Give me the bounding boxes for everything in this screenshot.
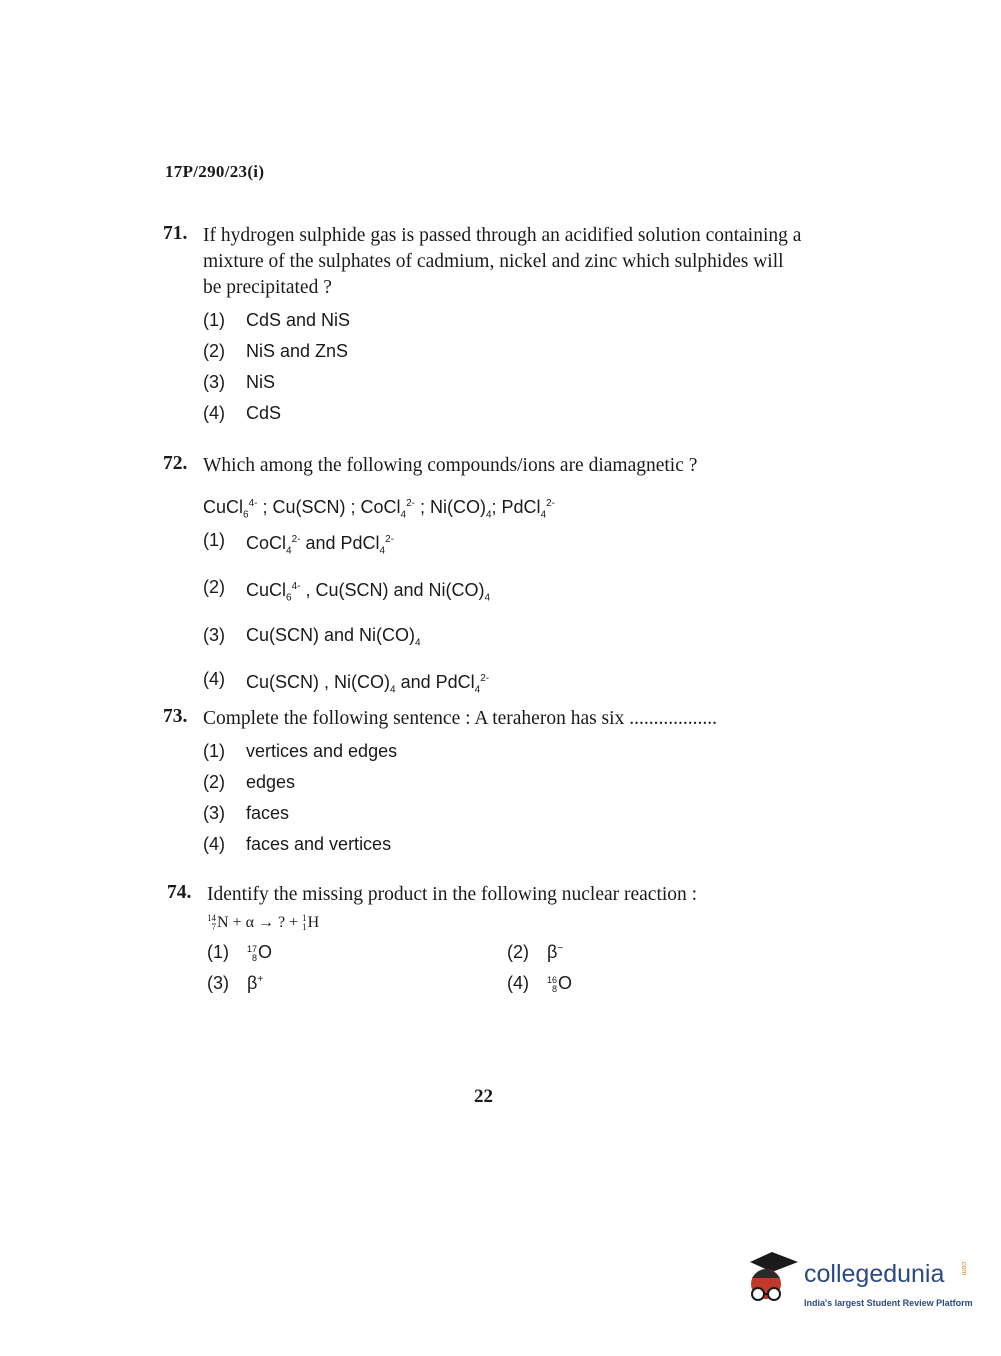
option-number: (1) bbox=[203, 310, 225, 330]
option-4 bbox=[203, 832, 803, 856]
option-4: (4) 16 8 O bbox=[507, 973, 573, 994]
mascot-icon bbox=[742, 1248, 802, 1318]
logo-name: collegedunia bbox=[804, 1260, 945, 1288]
option-text: CdS and NiS bbox=[246, 310, 351, 330]
option-text: edges bbox=[246, 772, 296, 792]
option-number: (4) bbox=[507, 973, 529, 994]
option-2 bbox=[203, 770, 803, 794]
option-number: (1) bbox=[203, 529, 225, 550]
option-text: faces bbox=[246, 803, 290, 823]
option-1 bbox=[203, 739, 803, 763]
option-number: (3) bbox=[203, 372, 225, 392]
question-text: Complete the following sentence : A teraheron has six .................. bbox=[203, 708, 717, 729]
option-2 bbox=[203, 339, 803, 363]
option-4 bbox=[203, 667, 803, 703]
option-number: (4) bbox=[203, 834, 225, 854]
option-text: Cu(SCN) and $Ni(CO)_4$ bbox=[246, 624, 421, 649]
option-number: (2) bbox=[203, 772, 225, 792]
question-71 bbox=[163, 223, 803, 425]
option-number: (2) bbox=[203, 341, 225, 361]
option-text: NiS and ZnS bbox=[246, 341, 349, 361]
question-text: If hydrogen sulphide gas is passed through an acidified solution containing a mixture of the sulphates of cadmium, nickel and zinc which sulphides will be precipitated ? bbox=[203, 225, 802, 298]
question-73 bbox=[163, 706, 803, 856]
question-72 bbox=[163, 453, 803, 703]
option-3: (3) β+ bbox=[207, 973, 264, 994]
nuclear-reaction: 14 7 N + α → ? + 1 1 H bbox=[207, 913, 320, 933]
option-3 bbox=[203, 623, 803, 656]
option-number: (2) bbox=[507, 942, 529, 963]
option-text: vertices and edges bbox=[246, 741, 398, 761]
option-3 bbox=[203, 370, 803, 394]
question-text: Identify the missing product in the following nuclear reaction : bbox=[207, 884, 698, 905]
question-74 bbox=[167, 882, 807, 994]
option-number: (3) bbox=[207, 973, 229, 994]
logo-tagline: India's largest Student Review Platform bbox=[804, 1298, 973, 1308]
option-text: NiS bbox=[246, 372, 276, 392]
option-text: CuCl$_6^{4-}$ , Cu(SCN) and $Ni(CO)_4$ bbox=[246, 580, 491, 604]
question-number: 74. bbox=[167, 882, 192, 903]
question-text: Which among the following compounds/ions are diamagnetic ? bbox=[203, 455, 698, 476]
option-4 bbox=[203, 401, 803, 425]
logo-dotcom: .com bbox=[960, 1260, 967, 1276]
option-2: (2) β− bbox=[507, 942, 564, 963]
question-number: 73. bbox=[163, 706, 188, 727]
option-text: faces and vertices bbox=[246, 834, 392, 854]
option-1: (1) 17 8 O bbox=[207, 942, 273, 963]
option-3 bbox=[203, 801, 803, 825]
option-text: CoCl$_4^{2-}$ and PdCl$_4^{2-}$ bbox=[246, 532, 395, 557]
page-number: 22 bbox=[474, 1086, 493, 1107]
option-number: (3) bbox=[203, 624, 225, 645]
option-number: (4) bbox=[203, 669, 225, 690]
option-number: (4) bbox=[203, 403, 225, 423]
option-1 bbox=[203, 528, 803, 564]
option-2 bbox=[203, 575, 803, 611]
collegedunia-logo bbox=[742, 1248, 972, 1318]
option-text: Cu(SCN) , $Ni(CO)_4$ and PdCl$_4^{2-}$ bbox=[246, 672, 490, 696]
option-number: (1) bbox=[207, 942, 229, 963]
option-number: (1) bbox=[203, 741, 225, 761]
option-1 bbox=[203, 308, 803, 332]
option-number: (3) bbox=[203, 803, 225, 823]
question-number: 71. bbox=[163, 223, 188, 244]
paper-code: 17P/290/23(i) bbox=[165, 162, 265, 181]
option-number: (2) bbox=[203, 577, 225, 598]
question-number: 72. bbox=[163, 453, 188, 474]
option-text: CdS bbox=[246, 403, 282, 423]
compound-list: CuCl$_6^{4-}$ ; Cu(SCN) ; CoCl$_4^{2-}$ ; $Ni(CO)_4$; PdCl$_4^{2-}$ bbox=[203, 497, 556, 521]
